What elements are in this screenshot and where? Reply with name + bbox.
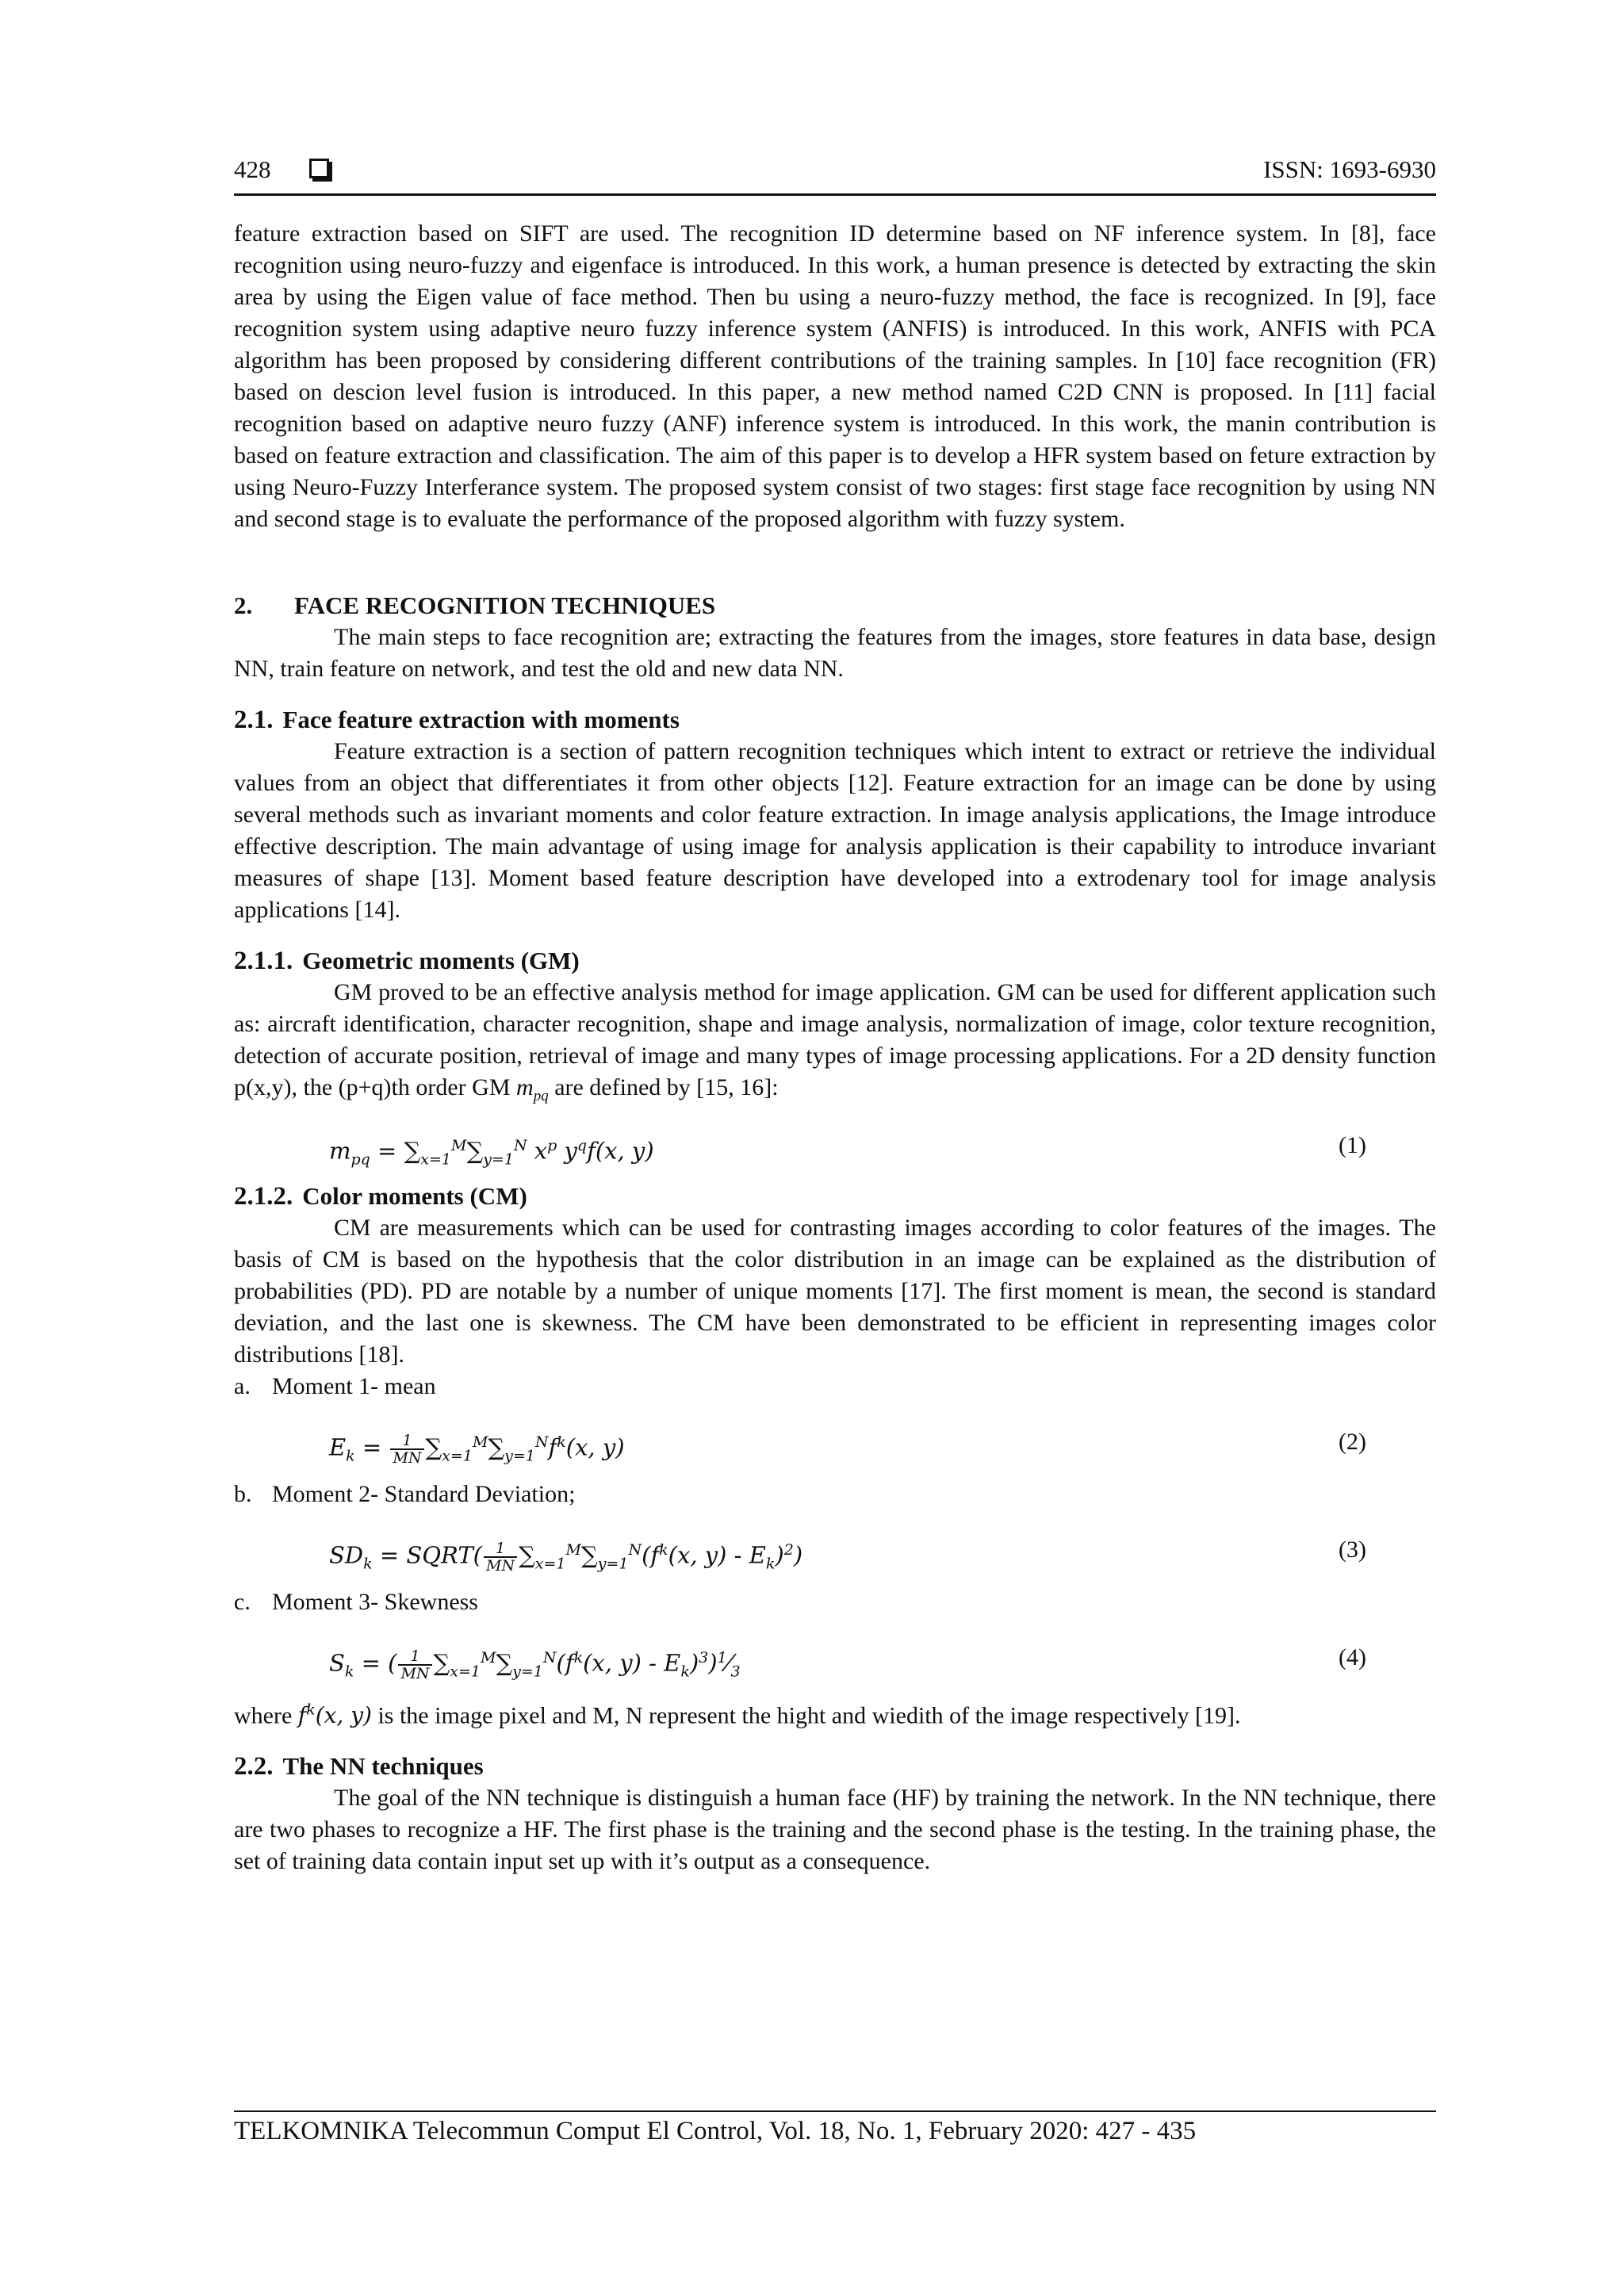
equation-number: (2) [1339,1429,1366,1455]
section-2-2-paragraph: The goal of the NN technique is distinguish a human face (HF) by training the network. In the NN technique, there are two phases to recognize a HF. The first phase is the training and the second phase is the testing. In the training phase, the set of training data contain input set up with it’s output as a consequence. [234,1785,1436,1875]
section-2-heading [234,590,1436,622]
page-footer: TELKOMNIKA Telecommun Comput El Control, Vol. 18, No. 1, February 2020: 427 - 435 [234,2117,1197,2145]
page-header [234,155,1436,193]
section-title: The NN techniques [282,1752,484,1781]
equation-2 [234,1426,1436,1467]
equation-number: (4) [1339,1644,1366,1670]
section-number: 2.1. [234,706,274,734]
equation-4-formula: $S_k$ = ( $\frac{1}{MN}$ $\sum_{x=1}^M\sum_{y=1}^N(f^k(x$, $y) - E_k)^3)^1⁄_3$ [329,1647,741,1682]
section-title: Color moments (CM) [302,1182,527,1210]
footer-rule [234,2110,1436,2112]
where-paragraph: where $f^k(x$, y) is the image pixel and M, N represent the hight and wiedith of the image respectively [19]. [234,1701,1241,1729]
equation-number: (3) [1339,1536,1366,1563]
section-2-1-1-heading [234,945,1436,977]
section-2-2-heading [234,1751,1436,1782]
section-2-1-1-paragraph: GM proved to be an effective analysis method for image application. GM can be used for different application such as: aircraft identification, character recognition, shape and image analysis, normalization of image, color texture recognition, detection of accurate position, retrieval of image and many types of image processing applications. For a 2D density function p(x,y), the (p+q)th order GM $m_{pq}$ are defined by [15, 16]: [234,979,1436,1104]
equation-2-formula: $E_k$ = $\frac{1}{MN}$ $\sum_{x=1}^M\sum_{y=1}^Nf^k(x$, y) [329,1431,625,1467]
issn-label: ISSN: 1693-6930 [1263,155,1436,183]
section-title: Face feature extraction with moments [282,706,680,733]
section-number: 2.2. [234,1752,274,1781]
list-item-c: c. Moment 3- Skewness [234,1589,478,1615]
equation-3-formula: $SD_k$ = SQRT( $\frac{1}{MN}$ $\sum_{x=1}^M\sum_{y=1}^N(f^k(x$, $y) - E_k)^2$) [329,1539,803,1575]
equation-4 [234,1642,1436,1682]
section-number: 2.1.1. [234,947,293,975]
header-rule [234,193,1436,196]
section-number: 2.1.2. [234,1182,293,1211]
section-title: Geometric moments (GM) [302,947,580,974]
section-2-1-2-heading [234,1181,1436,1212]
checkbox-square-icon [309,159,329,178]
equation-1 [234,1130,1436,1169]
list-item-a: a. Moment 1- mean [234,1373,436,1399]
list-item-b: b. Moment 2- Standard Deviation; [234,1481,576,1507]
section-2-paragraph: The main steps to face recognition are; extracting the features from the images, store features in data base, design NN, train feature on network, and test the old and new data NN. [234,624,1436,682]
section-2-1-heading [234,704,1436,736]
section-title: FACE RECOGNITION TECHNIQUES [294,591,716,619]
page-number: 428 [234,155,271,183]
equation-1-formula: $m_{pq} = \sum_{x=1}^M\sum_{y=1}^N$ $x^p$ $y^qf(x$, y) [329,1137,654,1169]
intro-paragraph: feature extraction based on SIFT are used. The recognition ID determine based on NF inference system. In [8], face recognition using neuro-fuzzy and eigenface is introduced. In this work, a human presence is detected by extracting the skin area by using the Eigen value of face method. Then bu using a neuro-fuzzy method, the face is recognized. In [9], face recognition system using adaptive neuro fuzzy inference system (ANFIS) is introduced. In this work, ANFIS with PCA algorithm has been proposed by considering different contributions of the training samples. In [10] face recognition (FR) based on descion level fusion is introduced. In this paper, a new method named C2D CNN is proposed. In [11] facial recognition based on adaptive neuro fuzzy (ANF) inference system is introduced. In this work, the manin contribution is based on feature extraction and classification. The aim of this paper is to develop a HFR system based on feture extraction by using Neuro-Fuzzy Interferance system. The proposed system consist of two stages: first stage face recognition by using NN and second stage is to evaluate the performance of the proposed algorithm with fuzzy system. [234,220,1436,532]
equation-number: (1) [1339,1132,1366,1158]
section-2-1-2-paragraph: CM are measurements which can be used for contrasting images according to color features of the images. The basis of CM is based on the hypothesis that the color distribution in an image can be explained as the distribution of probabilities (PD). PD are notable by a number of unique moments [17]. The first moment is mean, the second is standard deviation, and the last one is skewness. The CM have been demonstrated to be efficient in representing images color distributions [18]. [234,1215,1436,1368]
article-body [234,218,1436,1877]
section-number: 2. [234,591,253,619]
section-2-1-paragraph: Feature extraction is a section of pattern recognition techniques which intent to extract or retrieve the individual values from an object that differentiates it from other objects [12]. Feature extraction for an image can be done by using several methods such as invariant moments and color feature extraction. In image analysis applications, the Image introduce effective description. The main advantage of using image for analysis application is their capability to introduce invariant measures of shape [13]. Moment based feature description have developed into a extrodenary tool for image analysis applications [14]. [234,738,1436,923]
equation-3 [234,1534,1436,1575]
